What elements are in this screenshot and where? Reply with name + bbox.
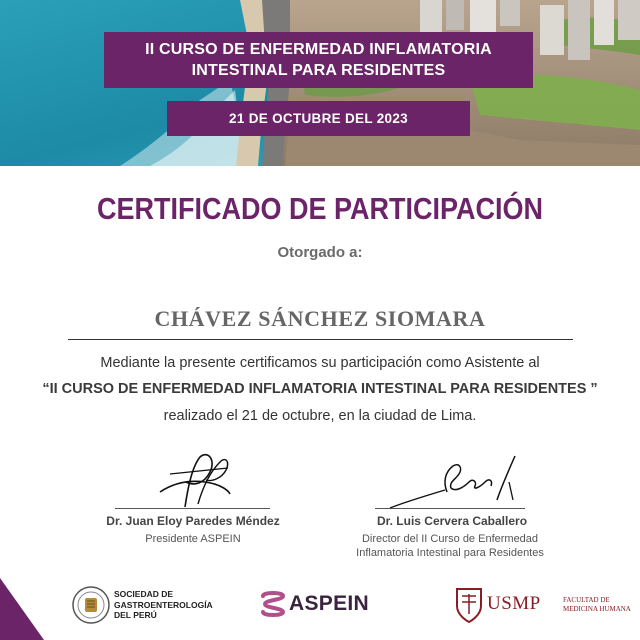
course-title-line1: II CURSO DE ENFERMEDAD INFLAMATORIA [145,41,492,58]
sgp-line2: GASTROENTEROLOGÍA [114,599,213,610]
signer-name-left: Dr. Juan Eloy Paredes Méndez [106,514,280,528]
signature-line-left [115,508,270,509]
aspein-logo-text: ASPEIN [289,592,369,615]
signer-name-right: Dr. Luis Cervera Caballero [376,514,528,528]
signature-line-right [375,508,525,509]
recipient-underline [68,339,573,340]
usmp-faculty-text [563,596,631,613]
signer-role-right-line2: Inflamatoria Intestinal para Residentes [356,547,544,559]
signature-paredes [150,452,240,510]
signer-role-right-line1: Director del II Curso de Enfermedad [361,533,539,545]
sgp-line3: DEL PERÚ [114,610,157,620]
sgp-logo-text [114,589,213,621]
awarded-to-label: Otorgado a: [277,244,363,261]
usmp-logo-text: USMP [487,593,541,614]
certificate-body-course: “II CURSO DE ENFERMEDAD INFLAMATORIA INTESTINAL PARA RESIDENTES ” [42,381,598,397]
sgp-line1: SOCIEDAD DE [114,589,174,599]
course-title-banner [104,32,533,88]
usmp-faculty-line2: MEDICINA HUMANA [563,604,631,613]
signature-cervera [385,452,520,510]
sgp-seal-icon [72,585,110,625]
event-date: 21 DE OCTUBRE DEL 2023 [229,111,408,126]
usmp-crest-icon [454,586,484,624]
usmp-faculty-line1: FACULTAD DE [563,596,610,604]
certificate-body-line1: Mediante la presente certificamos su participación como Asistente al [100,355,540,371]
certificate-title: CERTIFICADO DE PARTICIPACIÓN [96,192,543,226]
signer-role-left: Presidente ASPEIN [145,533,241,545]
certificate-body-line3: realizado el 21 de octubre, en la ciudad de Lima. [163,408,477,424]
corner-accent-shape [0,578,44,640]
course-title-line2: INTESTINAL PARA RESIDENTES [191,62,446,79]
aspein-intestine-icon [259,590,287,618]
event-date-banner [167,101,470,136]
recipient-name: CHÁVEZ SÁNCHEZ SIOMARA [154,306,486,331]
